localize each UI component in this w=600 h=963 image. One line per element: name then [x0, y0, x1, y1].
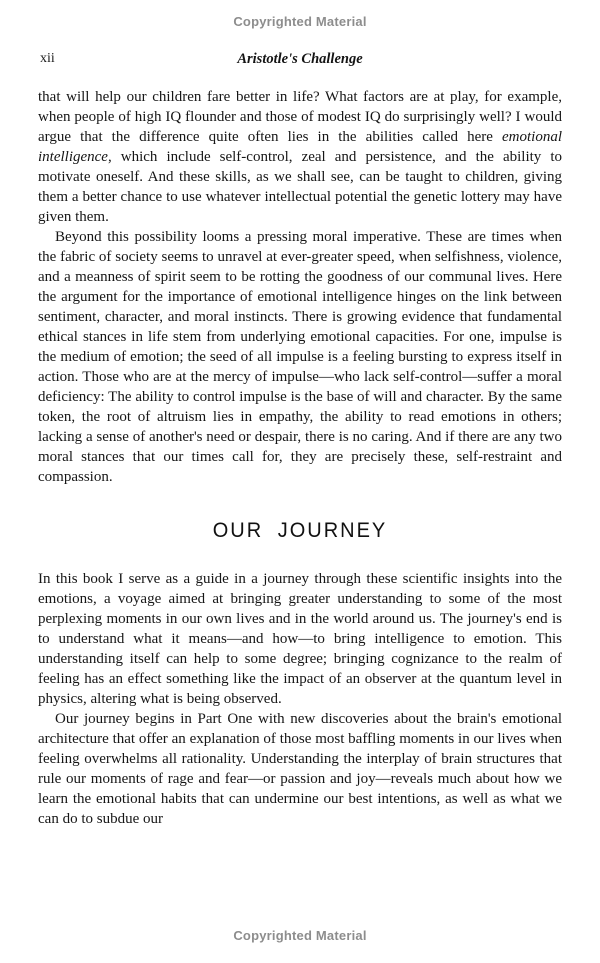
page-number: xii — [40, 51, 55, 66]
copyright-notice-top: Copyrighted Material — [233, 14, 367, 29]
running-header-title: Aristotle's Challenge — [237, 51, 363, 67]
body-paragraph: that will help our children fare better in life? What factors are at play, for example, when people of high IQ flounder and those of modest IQ do surprisingly well? I would argue that the difference quite often lies in the abilities called here emotional intelligence, which include self-control, zeal and persistence, and the ability to motivate oneself. And these skills, as we shall see, can be taught to children, giving them a better chance to use whatever intellectual potential the genetic lottery may have given them. — [38, 89, 562, 225]
body-paragraph: Our journey begins in Part One with new discoveries about the brain's emotional architecture that offer an explanation of those most baffling moments in our lives when feeling overwhelms all rationality. Understanding the interplay of brain structures that rule our moments of rage and fear—or passion and joy—reveals much about how we learn the emotional habits that can undermine our best intentions, as well as what we can do to subdue our — [38, 711, 562, 827]
copyright-notice-bottom: Copyrighted Material — [233, 928, 367, 943]
section-heading: OUR JOURNEY — [212, 519, 388, 543]
running-header — [0, 51, 600, 69]
body-text-block — [38, 87, 562, 829]
body-paragraph: Beyond this possibility looms a pressing moral imperative. These are times when the fabric of society seems to unravel at ever-greater speed, when selfishness, violence, and a meanness of spirit seem to be rotting the goodness of our communal lives. Here the argument for the importance of emotional intelligence hinges on the link between sentiment, character, and moral instincts. There is growing evidence that fundamental ethical stances in life stem from underlying emotional capacities. For one, impulse is the medium of emotion; the seed of all impulse is a feeling bursting to express itself in action. Those who are at the mercy of impulse—who lack self-control—suffer a moral deficiency: The ability to control impulse is the base of will and character. By the same token, the root of altruism lies in empathy, the ability to read emotions in others; lacking a sense of another's need or despair, there is no caring. And if there are any two moral stances that our times call for, they are precisely these, self-restraint and compassion. — [38, 229, 562, 485]
body-paragraph: In this book I serve as a guide in a journey through these scientific insights into the emotions, a voyage aimed at bringing greater understanding to some of the most perplexing moments in our own lives and in the world around us. The journey's end is to understand what it means—and how—to bring intelligence to emotion. This understanding itself can help to some degree; bringing cognizance to the realm of feeling has an effect something like the impact of an observer at the quantum level in physics, altering what is being observed. — [38, 571, 562, 707]
